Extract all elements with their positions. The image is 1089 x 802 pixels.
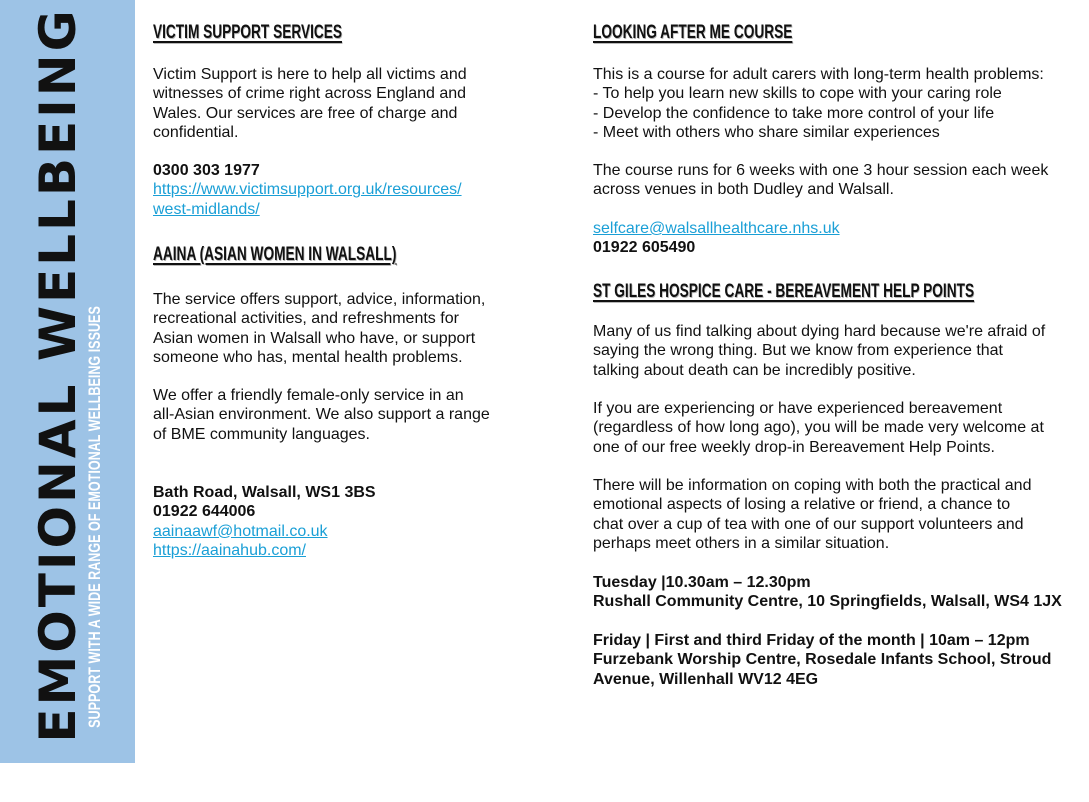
session-time: Tuesday |10.30am – 12.30pm <box>593 574 811 591</box>
body-line: recreational activities, and refreshments for <box>153 310 459 328</box>
body-line: The course runs for 6 weeks with one 3 hour session each week <box>593 162 1049 179</box>
body-line: confidential. <box>153 123 239 141</box>
body-line: Many of us find talking about dying hard because we're afraid of <box>593 323 1046 340</box>
body-line: of BME community languages. <box>153 425 370 443</box>
victim-support-section <box>153 20 416 46</box>
body-line: If you are experiencing or have experienced bereavement <box>593 400 1003 417</box>
body-line: This is a course for adult carers with long-term health problems: <box>593 66 1044 83</box>
body-line: talking about death can be incredibly positive. <box>593 361 916 379</box>
aaina-body-1 <box>153 290 513 367</box>
session-venue: Furzebank Worship Centre, Rosedale Infants School, Stroud <box>593 651 1052 669</box>
body-line: The service offers support, advice, information, <box>153 291 486 308</box>
victim-support-heading: VICTIM SUPPORT SERVICES <box>153 22 343 43</box>
body-line: We offer a friendly female-only service in an <box>153 387 464 404</box>
giles-session-friday <box>593 631 1073 689</box>
course-section <box>593 20 870 46</box>
course-contact <box>593 219 1073 258</box>
course-body-1 <box>593 65 1073 142</box>
body-line: - Develop the confidence to take more control of your life <box>593 104 995 122</box>
course-email-link[interactable]: selfcare@walsallhealthcare.nhs.uk <box>593 220 840 237</box>
aaina-section <box>153 242 491 268</box>
giles-body-2 <box>593 399 1073 457</box>
victim-support-contact <box>153 161 513 219</box>
body-line: saying the wrong thing. But we know from experience that <box>593 342 1003 360</box>
victim-support-body <box>153 65 513 142</box>
body-line: one of our free weekly drop-in Bereavement Help Points. <box>593 438 995 456</box>
course-phone: 01922 605490 <box>593 239 696 257</box>
body-line: across venues in both Dudley and Walsall. <box>593 181 894 199</box>
aaina-contact <box>153 483 513 560</box>
giles-session-tuesday <box>593 573 1073 612</box>
giles-heading: ST GILES HOSPICE CARE - BEREAVEMENT HELP POINTS <box>593 281 975 302</box>
body-line: - To help you learn new skills to cope with your caring role <box>593 85 1002 103</box>
body-line: someone who has, mental health problems. <box>153 348 463 366</box>
body-line: There will be information on coping with both the practical and <box>593 477 1032 494</box>
session-venue: Rushall Community Centre, 10 Springfields, Walsall, WS4 1JX <box>593 593 1062 611</box>
session-time: Friday | First and third Friday of the month | 10am – 12pm <box>593 632 1030 649</box>
victim-support-link-line2[interactable]: west-midlands/ <box>153 200 260 218</box>
course-body-2 <box>593 161 1073 200</box>
body-line: perhaps meet others in a similar situation. <box>593 534 890 552</box>
aaina-address: Bath Road, Walsall, WS1 3BS <box>153 484 376 501</box>
aaina-phone: 01922 644006 <box>153 503 256 521</box>
body-line: Victim Support is here to help all victims and <box>153 66 467 83</box>
victim-support-phone: 0300 303 1977 <box>153 162 260 179</box>
body-line: chat over a cup of tea with one of our support volunteers and <box>593 515 1024 533</box>
page-subtitle: SUPPORT WITH A WIDE RANGE OF EMOTIONAL WELLBEING ISSUES <box>85 306 104 728</box>
aaina-email-link[interactable]: aainaawf@hotmail.co.uk <box>153 522 328 540</box>
giles-section <box>593 279 1089 305</box>
giles-body-1 <box>593 322 1073 380</box>
body-line: Asian women in Walsall who have, or support <box>153 329 476 347</box>
body-line: - Meet with others who share similar experiences <box>593 123 940 141</box>
session-venue: Avenue, Willenhall WV12 4EG <box>593 670 819 688</box>
course-heading: LOOKING AFTER ME COURSE <box>593 22 793 43</box>
body-line: all-Asian environment. We also support a range <box>153 406 490 424</box>
body-line: emotional aspects of losing a relative or friend, a chance to <box>593 496 1011 514</box>
aaina-body-2 <box>153 386 513 444</box>
body-line: witnesses of crime right across England and <box>153 85 467 103</box>
body-line: Wales. Our services are free of charge and <box>153 104 458 122</box>
giles-body-3 <box>593 476 1073 553</box>
sidebar-band <box>0 0 135 763</box>
aaina-heading: AAINA (ASIAN WOMEN IN WALSALL) <box>153 244 397 265</box>
victim-support-link-line1[interactable]: https://www.victimsupport.org.uk/resources/ <box>153 181 462 199</box>
aaina-website-link[interactable]: https://aainahub.com/ <box>153 541 306 559</box>
body-line: (regardless of how long ago), you will be made very welcome at <box>593 419 1044 437</box>
page-title: EMOTIONAL WELLBEING <box>29 7 87 743</box>
